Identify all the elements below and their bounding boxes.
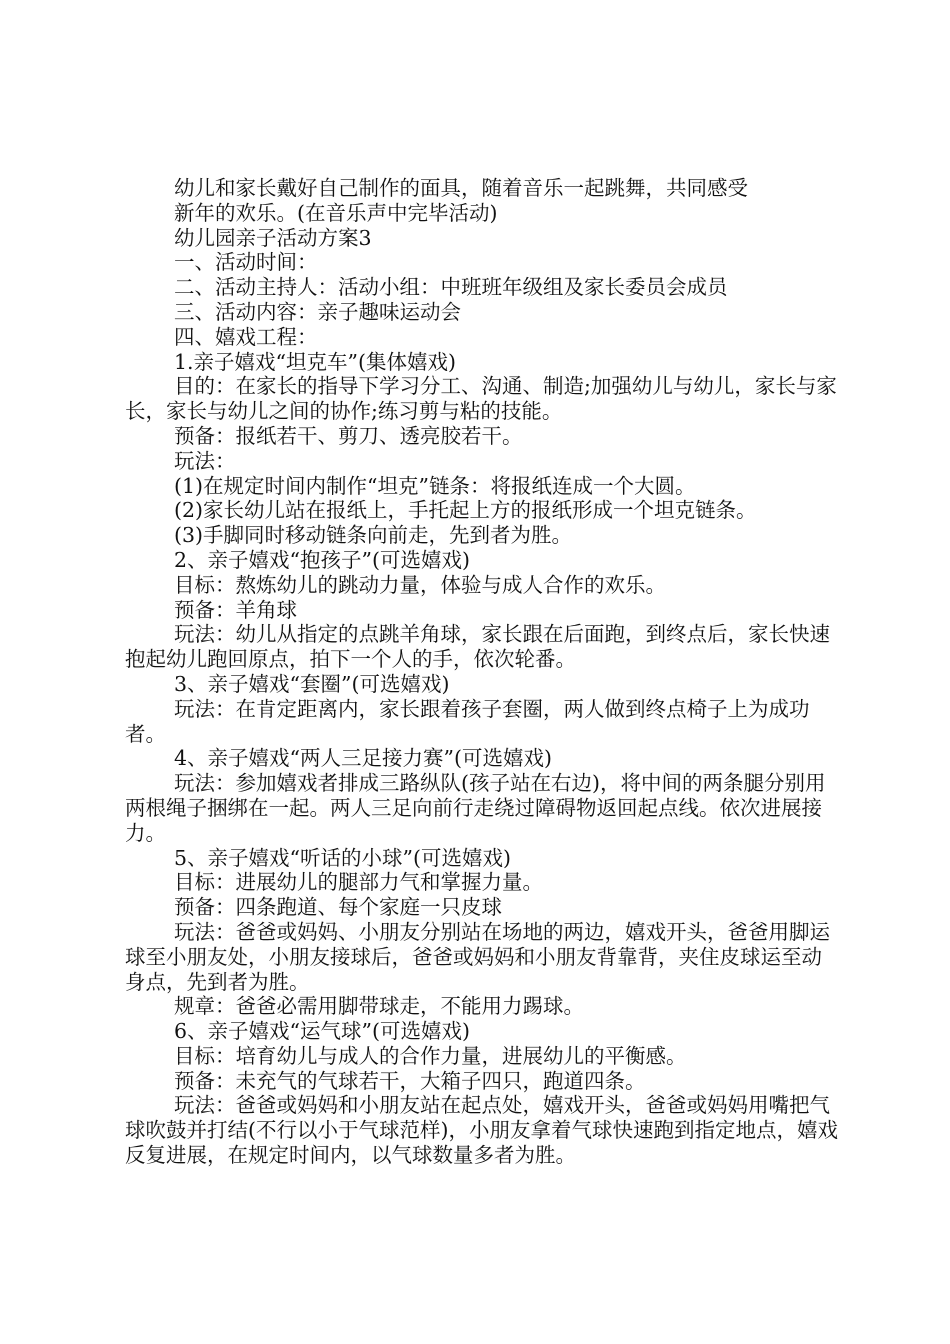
paragraph: 玩法：爸爸或妈妈和小朋友站在起点处，嬉戏开头，爸爸或妈妈用嘴把气球吹鼓并打结(不行以小于气球范样)，小朋友拿着气球快速跑到指定地点，嬉戏反复进展，在规定时间内，以气球数量多者为胜。 <box>125 1093 838 1168</box>
paragraph: 2、亲子嬉戏“抱孩子”(可选嬉戏) <box>174 547 470 572</box>
paragraph: (2)家长幼儿站在报纸上，手托起上方的报纸形成一个坦克链条。 <box>174 498 757 523</box>
paragraph: 目标：进展幼儿的腿部力气和掌握力量。 <box>174 870 543 895</box>
paragraph: 目标：培育幼儿与成人的合作力量，进展幼儿的平衡感。 <box>174 1043 687 1068</box>
paragraph: 预备：报纸若干、剪刀、透亮胶若干。 <box>174 423 523 448</box>
paragraph: 目的：在家长的指导下学习分工、沟通、制造;加强幼儿与幼儿，家长与家长，家长与幼儿之间的协作;练习剪与粘的技能。 <box>125 374 837 424</box>
paragraph: 3、亲子嬉戏“套圈”(可选嬉戏) <box>174 671 450 696</box>
paragraph: 1.亲子嬉戏“坦克车”(集体嬉戏) <box>174 349 457 374</box>
paragraph: 5、亲子嬉戏“听话的小球”(可选嬉戏) <box>174 845 511 870</box>
paragraph: 目标：熬炼幼儿的跳动力量，体验与成人合作的欢乐。 <box>174 572 666 597</box>
section-title: 幼儿园亲子活动方案3 <box>174 225 372 250</box>
paragraph: 幼儿和家长戴好自己制作的面具，随着音乐一起跳舞，共同感受 <box>174 176 748 200</box>
paragraph: (1)在规定时间内制作“坦克”链条：将报纸连成一个大圆。 <box>174 473 696 498</box>
paragraph: 四、嬉戏工程： <box>174 324 318 349</box>
paragraph: 玩法： <box>174 448 236 473</box>
paragraph: (3)手脚同时移动链条向前走，先到者为胜。 <box>174 523 573 548</box>
paragraph: 三、活动内容：亲子趣味运动会 <box>174 299 461 324</box>
paragraph: 6、亲子嬉戏“运气球”(可选嬉戏) <box>174 1019 470 1044</box>
paragraph: 4、亲子嬉戏“两人三足接力赛”(可选嬉戏) <box>174 746 552 771</box>
paragraph: 玩法：幼儿从指定的点跳羊角球，家长跟在后面跑，到终点后，家长快速抱起幼儿跑回原点，拍下一个人的手，依次轮番。 <box>125 622 830 672</box>
paragraph: 玩法：爸爸或妈妈、小朋友分别站在场地的两边，嬉戏开头，爸爸用脚运球至小朋友处，小朋友接球后，爸爸或妈妈和小朋友背靠背，夹住皮球运至动身点，先到者为胜。 <box>125 919 830 994</box>
paragraph: 新年的欢乐。(在音乐声中完毕活动) <box>174 200 498 225</box>
paragraph: 玩法：在肯定距离内，家长跟着孩子套圈，两人做到终点椅子上为成功者。 <box>125 696 810 746</box>
paragraph: 玩法：参加嬉戏者排成三路纵队(孩子站在右边)，将中间的两条腿分别用两根绳子捆绑在一起。两人三足向前行走绕过障碍物返回起点线。依次进展接力。 <box>125 771 826 845</box>
paragraph: 预备：羊角球 <box>174 597 297 622</box>
paragraph: 规章：爸爸必需用脚带球走，不能用力踢球。 <box>174 994 584 1019</box>
paragraph: 一、活动时间： <box>174 250 318 275</box>
document-body <box>125 176 840 1168</box>
paragraph: 预备：未充气的气球若干，大箱子四只，跑道四条。 <box>174 1068 646 1093</box>
paragraph: 二、活动主持人：活动小组：中班班年级组及家长委员会成员 <box>174 275 728 300</box>
paragraph: 预备：四条跑道、每个家庭一只皮球 <box>174 895 502 920</box>
